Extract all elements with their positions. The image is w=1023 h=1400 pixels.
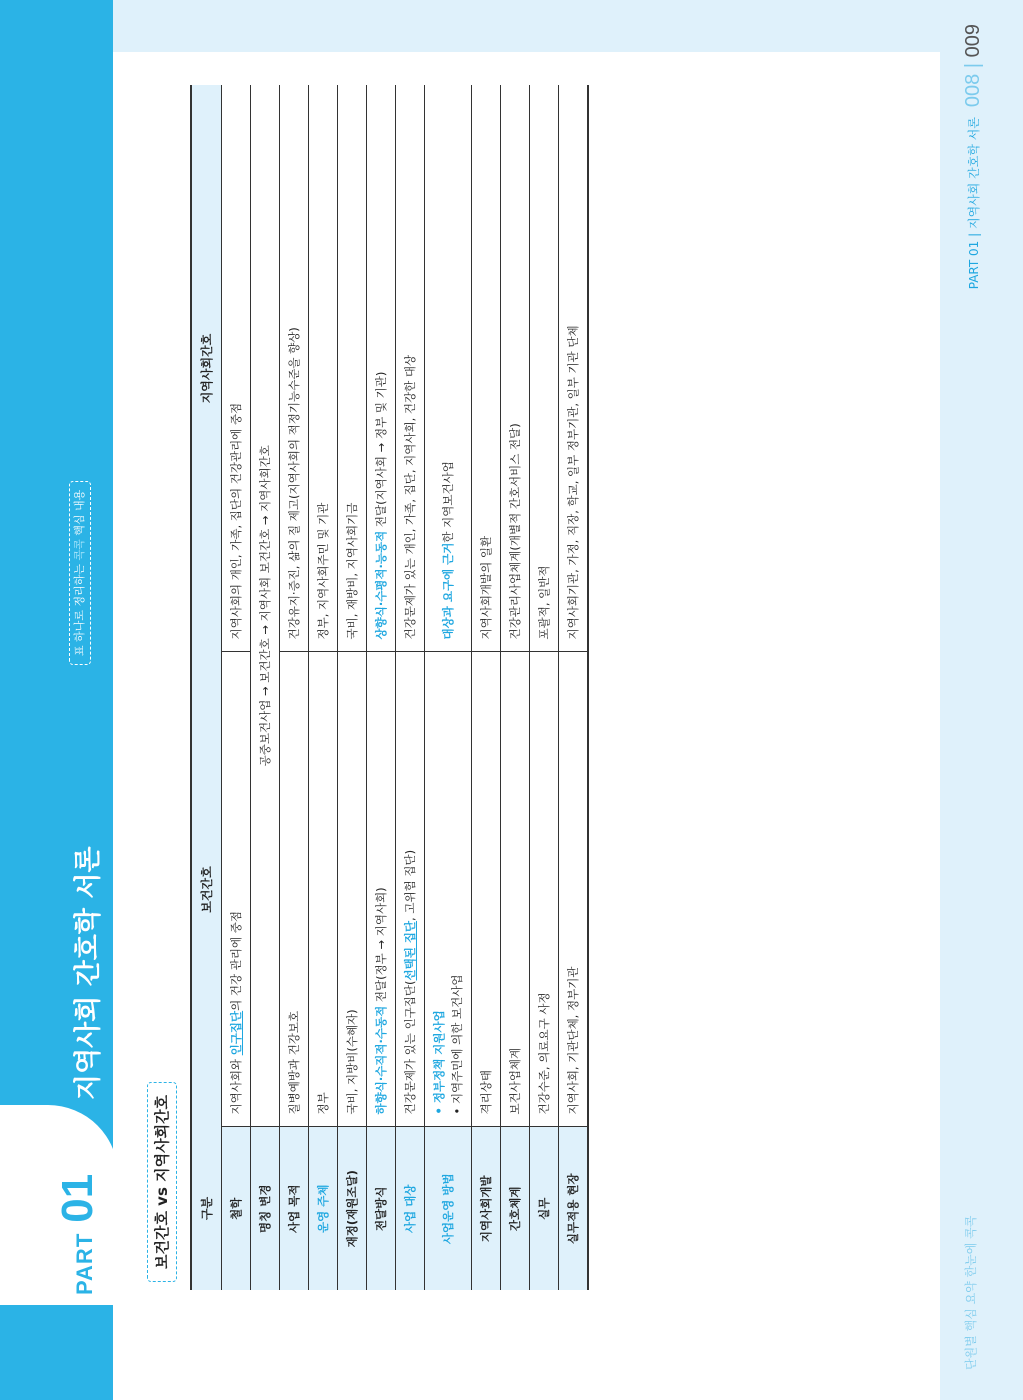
cell-community-health: 건강관리사업체계(개별적 간호서비스 전달) bbox=[500, 85, 529, 652]
cell-community-health: 정부, 지역사회주민 및 기관 bbox=[308, 85, 337, 652]
part-label bbox=[53, 1173, 108, 1295]
summary-badge-pre: 표 하나로 정리하는 bbox=[73, 560, 86, 656]
table-header-row bbox=[191, 85, 221, 1290]
cell-community-health: 건강유지·증진, 삶의 질 제고(지역사회의 적정기능수준을 향상) bbox=[279, 85, 308, 652]
cell-public-health: 보건사업체계 bbox=[500, 652, 529, 1127]
cell-public-health bbox=[221, 652, 250, 1127]
part-number: 01 bbox=[53, 1173, 102, 1223]
highlight-text: 선택된 집단 bbox=[402, 920, 417, 981]
cell-text: 지역사회와 bbox=[228, 1055, 243, 1115]
table-row bbox=[308, 85, 337, 1290]
bullet-item: • 지역주민에 의한 보건사업 bbox=[449, 974, 464, 1115]
highlight-text: 인구집단 bbox=[228, 1010, 243, 1056]
cell-text: 전달(지역사회 → 정부 및 기관) bbox=[373, 371, 388, 531]
cell-public-health: 질병예방과 건강보호 bbox=[279, 652, 308, 1127]
cell-community-health: 건강문제가 있는 개인, 가족, 집단, 지역사회, 건강한 대상 bbox=[395, 85, 424, 652]
table-row bbox=[500, 85, 529, 1290]
bullet-text: 지역주민에 의한 보건사업 bbox=[449, 974, 464, 1105]
cell-public-health bbox=[424, 652, 471, 1127]
cell-community-health: 지역사회개발의 일환 bbox=[471, 85, 500, 652]
section-label: 보건간호 vs 지역사회간호 bbox=[147, 1082, 177, 1282]
comparison-table bbox=[190, 85, 589, 1290]
summary-badge bbox=[69, 481, 91, 665]
header-community-health-nursing: 지역사회간호 bbox=[191, 85, 221, 652]
table-row bbox=[250, 85, 279, 1290]
cell-span: 공중보건사업 → 보건간호 → 지역사회 보건간호 → 지역사회간호 bbox=[250, 85, 279, 1127]
chapter-title: 지역사회 간호학 서론 bbox=[73, 846, 104, 1100]
row-label: 재정(재원조달) bbox=[337, 1127, 366, 1290]
table-row bbox=[395, 85, 424, 1290]
row-label: 사업운영 방법 bbox=[424, 1127, 471, 1290]
table-row bbox=[279, 85, 308, 1290]
cell-community-health bbox=[424, 85, 471, 652]
bullet-text: 정부정책 지원사업 bbox=[431, 1010, 446, 1104]
row-label: 지역사회개발 bbox=[471, 1127, 500, 1290]
table-row bbox=[558, 85, 588, 1290]
table-row bbox=[366, 85, 395, 1290]
summary-badge-highlight: 콕콕 bbox=[73, 539, 86, 561]
cell-public-health: 지역사회, 기관단체, 정부기관 bbox=[558, 652, 588, 1127]
cell-text: 의 건강 관리에 중점 bbox=[228, 911, 243, 1011]
page-numbers bbox=[962, 24, 985, 107]
cell-text: , 고위험 집단) bbox=[402, 849, 417, 921]
page-number-right: 009 bbox=[961, 24, 984, 58]
row-label: 전달방식 bbox=[366, 1127, 395, 1290]
cell-public-health bbox=[395, 652, 424, 1127]
bullet-item: • 정부정책 지원사업 bbox=[431, 1010, 446, 1115]
header-public-health-nursing: 보건간호 bbox=[191, 652, 221, 1127]
footer-right bbox=[958, 24, 988, 289]
row-label: 실무적용 현장 bbox=[558, 1127, 588, 1290]
row-label: 운영 주체 bbox=[308, 1127, 337, 1290]
table-row bbox=[221, 85, 250, 1290]
cell-public-health: 건강수준, 의료요구 사정 bbox=[529, 652, 558, 1127]
row-label: 사업 목적 bbox=[279, 1127, 308, 1290]
cell-public-health: 격리상태 bbox=[471, 652, 500, 1127]
page-number-left: 008 bbox=[961, 73, 984, 108]
row-label: 간호체계 bbox=[500, 1127, 529, 1290]
row-label: 명칭 변경 bbox=[250, 1127, 279, 1290]
cell-community-health: 지역사회기관, 가정, 직장, 학교, 일부 정부기관, 일부 기관 단체 bbox=[558, 85, 588, 652]
header-category: 구분 bbox=[191, 1127, 221, 1290]
highlight-text: 상향식·수평적·능동적 bbox=[373, 530, 388, 640]
cell-community-health: 국비, 재방비, 지역사회기금 bbox=[337, 85, 366, 652]
row-label: 철학 bbox=[221, 1127, 250, 1290]
table-row bbox=[424, 85, 471, 1290]
cell-community-health: 포괄적, 일반적 bbox=[529, 85, 558, 652]
highlight-text: 하향식·수직적·수동적 bbox=[373, 1005, 388, 1115]
cell-public-health bbox=[366, 652, 395, 1127]
table-row bbox=[471, 85, 500, 1290]
table-row bbox=[529, 85, 558, 1290]
footer-part-title: PART 01 | 지역사회 간호학 서론 bbox=[966, 117, 981, 290]
summary-badge-post: 핵심 내용 bbox=[73, 489, 86, 540]
row-label: 실무 bbox=[529, 1127, 558, 1290]
row-label: 사업 대상 bbox=[395, 1127, 424, 1290]
cell-text: 건강문제가 있는 인구집단( bbox=[402, 980, 417, 1115]
cell-public-health: 정부 bbox=[308, 652, 337, 1127]
page-separator: | bbox=[961, 57, 984, 74]
cell-public-health: 국비, 지방비(수혜자) bbox=[337, 652, 366, 1127]
cell-community-health bbox=[366, 85, 395, 652]
footer-book-title: 단원별 핵심 요약 한눈에 콕콕 bbox=[964, 1215, 978, 1370]
cell-community-health: 지역사회의 개인, 가족, 집단의 건강관리에 중점 bbox=[221, 85, 250, 652]
highlight-text: 대상과 요구에 근거 bbox=[440, 542, 455, 640]
cell-text: 전달(정부 → 지역사회) bbox=[373, 887, 388, 1006]
table-row bbox=[337, 85, 366, 1290]
cell-text: 한 지역보건사업 bbox=[440, 461, 455, 543]
part-word: PART bbox=[72, 1232, 97, 1295]
